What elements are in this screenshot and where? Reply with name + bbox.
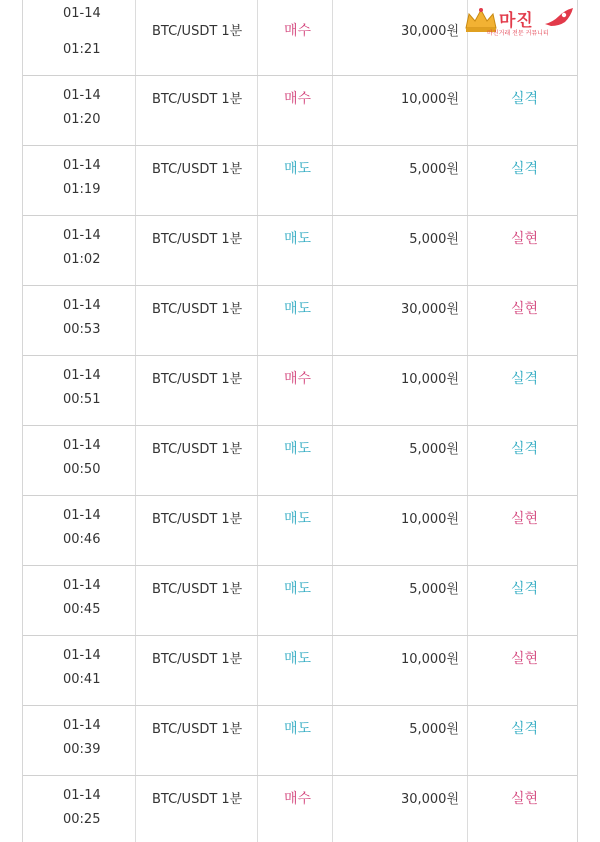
amount-cell bbox=[333, 636, 468, 705]
pair-cell bbox=[136, 356, 258, 425]
trade-pair: BTC/USDT 1분 bbox=[152, 582, 243, 597]
trade-time: 01:02 bbox=[63, 252, 101, 267]
pair-cell bbox=[136, 0, 258, 75]
trade-result: 실현 bbox=[511, 301, 539, 317]
trade-time: 00:46 bbox=[63, 532, 101, 547]
trade-amount: 5,000원 bbox=[409, 232, 459, 247]
trade-date: 01-14 bbox=[63, 648, 101, 663]
pair-cell bbox=[136, 146, 258, 215]
pair-cell bbox=[136, 426, 258, 495]
trade-result: 실격 bbox=[511, 581, 539, 597]
trade-result: 실현 bbox=[511, 651, 539, 667]
trade-date: 01-14 bbox=[63, 508, 101, 523]
trade-side: 매도 bbox=[284, 651, 312, 667]
side-cell bbox=[258, 76, 333, 145]
trade-pair: BTC/USDT 1분 bbox=[152, 372, 243, 387]
site-logo[interactable] bbox=[463, 4, 578, 38]
result-cell bbox=[468, 706, 578, 775]
amount-cell bbox=[333, 776, 468, 842]
trade-time: 00:41 bbox=[63, 672, 101, 687]
trade-side: 매도 bbox=[284, 231, 312, 247]
side-cell bbox=[258, 146, 333, 215]
result-cell bbox=[468, 636, 578, 705]
result-cell bbox=[468, 76, 578, 145]
result-cell bbox=[468, 426, 578, 495]
trade-history-table bbox=[22, 0, 578, 842]
trade-date: 01-14 bbox=[63, 88, 101, 103]
table-row[interactable] bbox=[23, 286, 577, 356]
side-cell bbox=[258, 356, 333, 425]
trade-amount: 30,000원 bbox=[400, 24, 459, 39]
amount-cell bbox=[333, 566, 468, 635]
time-cell bbox=[23, 426, 136, 495]
result-cell bbox=[468, 496, 578, 565]
trade-amount: 10,000원 bbox=[400, 372, 459, 387]
trade-date: 01-14 bbox=[63, 718, 101, 733]
time-cell bbox=[23, 776, 136, 842]
side-cell bbox=[258, 706, 333, 775]
trade-result: 실격 bbox=[511, 721, 539, 737]
table-row[interactable] bbox=[23, 146, 577, 216]
trade-pair: BTC/USDT 1분 bbox=[152, 302, 243, 317]
trade-side: 매수 bbox=[284, 23, 312, 39]
side-cell bbox=[258, 426, 333, 495]
trade-pair: BTC/USDT 1분 bbox=[152, 722, 243, 737]
result-cell bbox=[468, 146, 578, 215]
table-row[interactable] bbox=[23, 636, 577, 706]
pair-cell bbox=[136, 216, 258, 285]
pair-cell bbox=[136, 496, 258, 565]
logo-title: 마진 bbox=[499, 11, 534, 31]
amount-cell bbox=[333, 286, 468, 355]
time-cell bbox=[23, 636, 136, 705]
pair-cell bbox=[136, 636, 258, 705]
table-row[interactable] bbox=[23, 566, 577, 636]
time-cell bbox=[23, 0, 136, 75]
trade-amount: 5,000원 bbox=[409, 442, 459, 457]
pair-cell bbox=[136, 776, 258, 842]
trade-pair: BTC/USDT 1분 bbox=[152, 24, 243, 39]
trade-pair: BTC/USDT 1분 bbox=[152, 232, 243, 247]
trade-side: 매도 bbox=[284, 581, 312, 597]
table-row[interactable] bbox=[23, 76, 577, 146]
side-cell bbox=[258, 216, 333, 285]
amount-cell bbox=[333, 496, 468, 565]
trade-result: 실격 bbox=[511, 441, 539, 457]
pair-cell bbox=[136, 706, 258, 775]
trade-amount: 5,000원 bbox=[409, 722, 459, 737]
table-row[interactable] bbox=[23, 776, 577, 842]
trade-result: 실격 bbox=[511, 91, 539, 107]
trade-time: 01:21 bbox=[63, 42, 101, 57]
time-cell bbox=[23, 76, 136, 145]
trade-side: 매도 bbox=[284, 301, 312, 317]
trade-amount: 10,000원 bbox=[400, 512, 459, 527]
trade-amount: 5,000원 bbox=[409, 582, 459, 597]
trade-result: 실격 bbox=[511, 371, 539, 387]
trade-side: 매수 bbox=[284, 91, 312, 107]
time-cell bbox=[23, 496, 136, 565]
trade-time: 00:53 bbox=[63, 322, 101, 337]
trade-time: 01:20 bbox=[63, 112, 101, 127]
trade-side: 매수 bbox=[284, 371, 312, 387]
amount-cell bbox=[333, 706, 468, 775]
time-cell bbox=[23, 706, 136, 775]
side-cell bbox=[258, 636, 333, 705]
trade-time: 00:51 bbox=[63, 392, 101, 407]
trade-side: 매수 bbox=[284, 791, 312, 807]
time-cell bbox=[23, 356, 136, 425]
trade-date: 01-14 bbox=[63, 6, 101, 21]
trade-date: 01-14 bbox=[63, 788, 101, 803]
trade-side: 매도 bbox=[284, 441, 312, 457]
rocket-icon bbox=[543, 6, 575, 28]
side-cell bbox=[258, 286, 333, 355]
amount-cell bbox=[333, 0, 468, 75]
trade-result: 실현 bbox=[511, 511, 539, 527]
table-row[interactable] bbox=[23, 426, 577, 496]
trade-time: 00:39 bbox=[63, 742, 101, 757]
trade-pair: BTC/USDT 1분 bbox=[152, 512, 243, 527]
pair-cell bbox=[136, 76, 258, 145]
trade-pair: BTC/USDT 1분 bbox=[152, 652, 243, 667]
trade-side: 매도 bbox=[284, 161, 312, 177]
table-row[interactable] bbox=[23, 216, 577, 286]
result-cell bbox=[468, 356, 578, 425]
side-cell bbox=[258, 776, 333, 842]
time-cell bbox=[23, 216, 136, 285]
pair-cell bbox=[136, 286, 258, 355]
amount-cell bbox=[333, 216, 468, 285]
logo-subtitle: 마진거래 전문 커뮤니티 bbox=[487, 30, 549, 37]
trade-result: 실격 bbox=[511, 161, 539, 177]
side-cell bbox=[258, 0, 333, 75]
result-cell bbox=[468, 566, 578, 635]
time-cell bbox=[23, 146, 136, 215]
trade-side: 매도 bbox=[284, 511, 312, 527]
amount-cell bbox=[333, 146, 468, 215]
trade-amount: 30,000원 bbox=[400, 302, 459, 317]
pair-cell bbox=[136, 566, 258, 635]
trade-amount: 10,000원 bbox=[400, 652, 459, 667]
trade-side: 매도 bbox=[284, 721, 312, 737]
trade-amount: 30,000원 bbox=[400, 792, 459, 807]
trade-time: 00:45 bbox=[63, 602, 101, 617]
amount-cell bbox=[333, 426, 468, 495]
trade-result: 실현 bbox=[511, 231, 539, 247]
trade-pair: BTC/USDT 1분 bbox=[152, 792, 243, 807]
amount-cell bbox=[333, 356, 468, 425]
table-row[interactable] bbox=[23, 496, 577, 566]
trade-result: 실현 bbox=[511, 791, 539, 807]
result-cell bbox=[468, 286, 578, 355]
trade-date: 01-14 bbox=[63, 578, 101, 593]
result-cell bbox=[468, 216, 578, 285]
trade-time: 01:19 bbox=[63, 182, 101, 197]
table-row[interactable] bbox=[23, 706, 577, 776]
trade-date: 01-14 bbox=[63, 298, 101, 313]
trade-pair: BTC/USDT 1분 bbox=[152, 442, 243, 457]
trade-date: 01-14 bbox=[63, 438, 101, 453]
trade-pair: BTC/USDT 1분 bbox=[152, 92, 243, 107]
trade-amount: 10,000원 bbox=[400, 92, 459, 107]
table-row[interactable] bbox=[23, 356, 577, 426]
trade-pair: BTC/USDT 1분 bbox=[152, 162, 243, 177]
time-cell bbox=[23, 566, 136, 635]
result-cell bbox=[468, 776, 578, 842]
trade-amount: 5,000원 bbox=[409, 162, 459, 177]
trade-date: 01-14 bbox=[63, 228, 101, 243]
time-cell bbox=[23, 286, 136, 355]
trade-time: 00:25 bbox=[63, 812, 101, 827]
side-cell bbox=[258, 566, 333, 635]
trade-date: 01-14 bbox=[63, 158, 101, 173]
trade-time: 00:50 bbox=[63, 462, 101, 477]
side-cell bbox=[258, 496, 333, 565]
amount-cell bbox=[333, 76, 468, 145]
trade-date: 01-14 bbox=[63, 368, 101, 383]
